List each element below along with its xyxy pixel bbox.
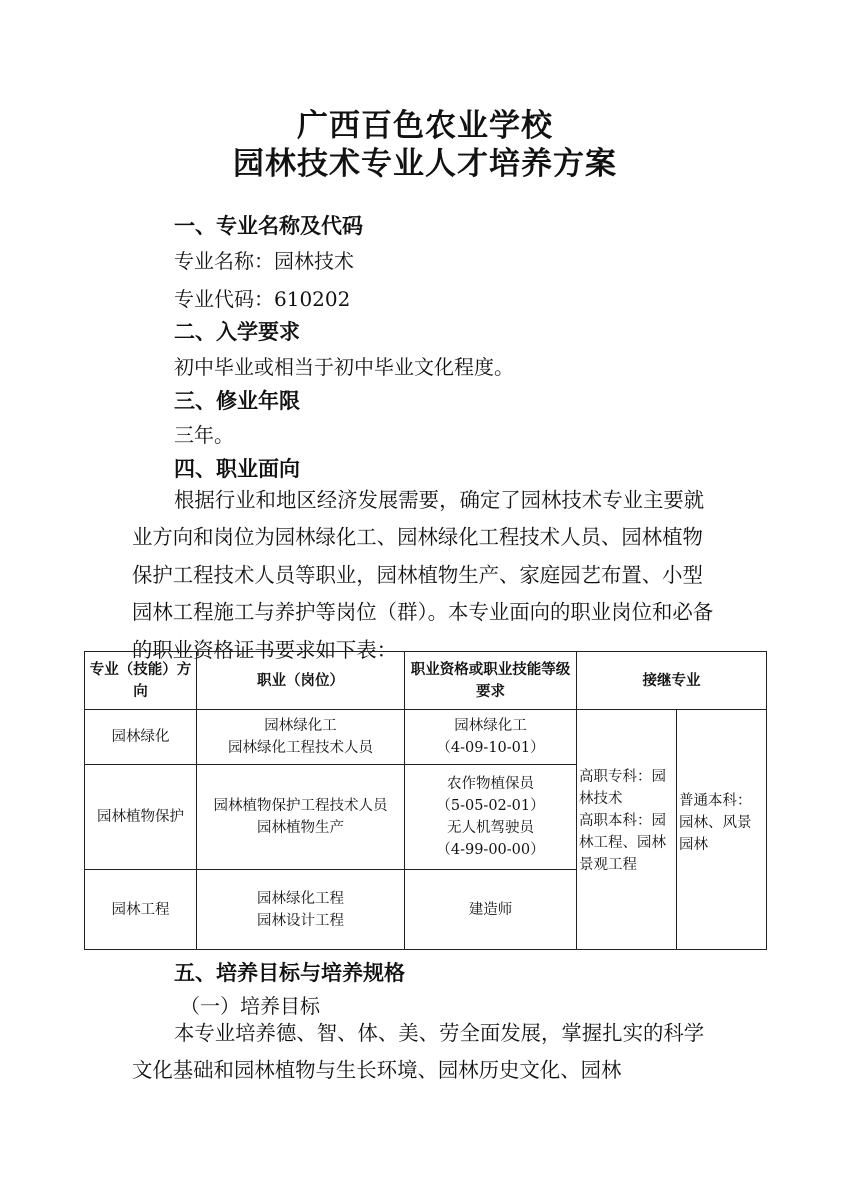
row2-jobs: 园林植物保护工程技术人员 园林植物生产 <box>197 765 405 870</box>
row1-direction: 园林绿化 <box>85 710 197 765</box>
career-table <box>84 651 767 950</box>
subheading-objective: （一）培养目标 <box>180 994 320 1018</box>
section-heading-2: 二、入学要求 <box>174 320 300 344</box>
header-certificate: 职业资格或职业技能等级要求 <box>405 652 577 710</box>
document-title-line2: 园林技术专业人才培养方案 <box>233 146 617 182</box>
row3-jobs: 园林绿化工程 园林设计工程 <box>197 870 405 950</box>
header-job: 职业（岗位） <box>197 652 405 710</box>
continuation-vocational: 高职专科：园林技术 高职本科：园林工程、园林景观工程 <box>577 710 677 950</box>
section-heading-4: 四、职业面向 <box>174 457 300 481</box>
career-orientation-text: 根据行业和地区经济发展需要，确定了园林技术专业主要就业方向和岗位为园林绿化工、园林绿化工程技术人员、园林植物保护工程技术人员等职业，园林植物生产、家庭园艺布置、小型园林工程施工与养护等岗位（群）。本专业面向的职业岗位和必备的职业资格证书要求如下表： <box>132 488 714 662</box>
objective-paragraph <box>132 1015 722 1090</box>
row1-cert: 园林绿化工 （4-09-10-01） <box>405 710 577 765</box>
header-direction: 专业（技能）方向 <box>85 652 197 710</box>
admission-requirement: 初中毕业或相当于初中毕业文化程度。 <box>174 355 514 379</box>
study-duration: 三年。 <box>174 423 234 447</box>
major-code-line: 专业代码：610202 <box>174 287 351 311</box>
objective-text: 本专业培养德、智、体、美、劳全面发展，掌握扎实的科学文化基础和园林植物与生长环境、园林历史文化、园林 <box>132 1021 705 1083</box>
row2-direction: 园林植物保护 <box>85 765 197 870</box>
row2-cert: 农作物植保员 （5-05-02-01） 无人机驾驶员 （4-99-00-00） <box>405 765 577 870</box>
row3-cert: 建造师 <box>405 870 577 950</box>
table-header-row <box>85 652 767 710</box>
header-continuation: 接继专业 <box>577 652 767 710</box>
table-row <box>85 710 767 765</box>
career-orientation-paragraph <box>132 482 722 669</box>
major-name-line: 专业名称：园林技术 <box>174 249 354 273</box>
continuation-undergrad: 普通本科：园林、风景园林 <box>677 710 767 950</box>
section-heading-1: 一、专业名称及代码 <box>174 214 363 238</box>
document-title-line1: 广西百色农业学校 <box>297 108 553 144</box>
row3-direction: 园林工程 <box>85 870 197 950</box>
row1-jobs: 园林绿化工 园林绿化工程技术人员 <box>197 710 405 765</box>
section-heading-5: 五、培养目标与培养规格 <box>174 961 405 985</box>
section-heading-3: 三、修业年限 <box>174 389 300 413</box>
